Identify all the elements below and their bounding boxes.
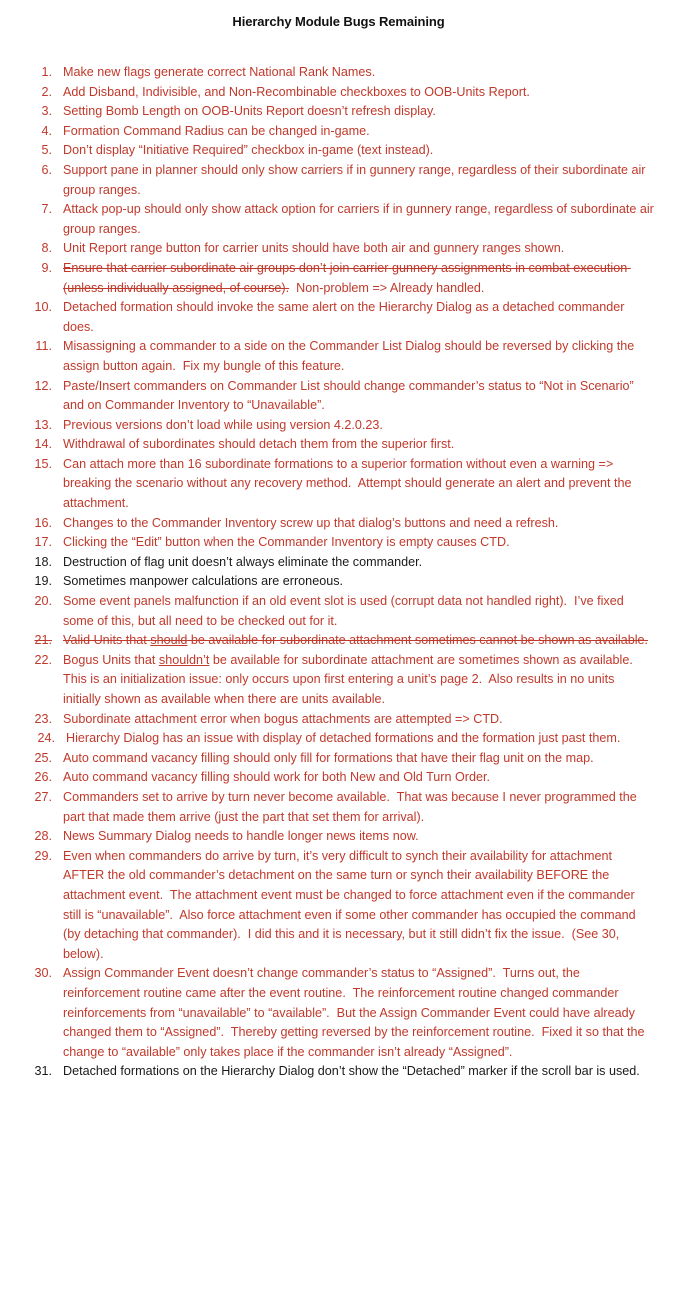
- list-item-text-segment: Bogus Units that: [63, 652, 159, 667]
- list-item-number: 18.: [34, 554, 52, 569]
- bug-list-item: [0, 514, 677, 534]
- list-item-text: Attack pop-up should only show attack option for carriers if in gunnery range, regardless of subordinate air group ranges.: [63, 202, 658, 236]
- bug-list-item: [0, 827, 677, 847]
- list-item-text: Support pane in planner should only show carriers if in gunnery range, regardless of their subordinate air group ranges.: [63, 162, 649, 197]
- bug-list-item: [0, 788, 677, 827]
- bug-list-item: [0, 161, 677, 200]
- bug-list-item: [0, 847, 677, 965]
- list-item-number: 23.: [34, 711, 52, 726]
- bug-list-item: [0, 200, 677, 239]
- list-item-number: 19.: [34, 574, 52, 589]
- list-item-text: Detached formation should invoke the same alert on the Hierarchy Dialog as a detached commander does.: [63, 300, 628, 334]
- list-item-number: 11.: [35, 339, 52, 354]
- list-item-text: Some event panels malfunction if an old event slot is used (corrupt data not handled right). I’ve fixed some of this, but all need to be checked out for it.: [63, 594, 628, 628]
- list-item-text: Formation Command Radius can be changed in-game.: [63, 123, 370, 138]
- list-item-number: 15.: [34, 456, 52, 471]
- list-item-text-segment: Valid Units that: [63, 633, 151, 648]
- list-item-number: 9.: [41, 260, 52, 275]
- bug-list-item: [0, 710, 677, 730]
- list-item-number: 22.: [34, 652, 52, 667]
- bug-list: [0, 29, 677, 1082]
- bug-list-item: [0, 239, 677, 259]
- list-item-text: Withdrawal of subordinates should detach them from the superior first.: [63, 437, 455, 452]
- list-item-number: 27.: [34, 789, 52, 804]
- list-item-number: 3.: [41, 104, 52, 119]
- list-item-text: Previous versions don’t load while using version 4.2.0.23.: [63, 417, 383, 432]
- page-title: Hierarchy Module Bugs Remaining: [232, 14, 445, 29]
- bug-list-item: [0, 337, 677, 376]
- bug-list-item: [0, 553, 677, 573]
- bug-list-item: [0, 455, 677, 514]
- list-item-text: Commanders set to arrive by turn never become available. That was because I never programmed the part that made them arrive (just the part that set them for arrival).: [63, 789, 641, 824]
- list-item-number: 4.: [41, 123, 52, 138]
- list-item-text-segment: be available for subordinate attachment sometimes cannot be shown as available.: [187, 633, 649, 648]
- list-item-number: 8.: [41, 241, 52, 256]
- list-item-text-segment: be available for subordinate attachment are sometimes shown as available. This is an initialization issue: only occurs upon first entering a unit’s page 2. Also results in no units initially shown as available when there are units available.: [63, 652, 640, 706]
- list-item-text: Changes to the Commander Inventory screw up that dialog’s buttons and need a refresh.: [63, 515, 559, 530]
- bug-list-item: [0, 298, 677, 337]
- bug-list-item: [0, 63, 677, 83]
- bug-list-item: [0, 964, 677, 1062]
- bug-list-item: [0, 416, 677, 436]
- list-item-text: Assign Commander Event doesn’t change commander’s status to “Assigned”. Turns out, the reinforcement routine came after the event routine. The reinforcement routine changed commander reinforcements from “unavailable” to “available”. But the Assign Commander Event could have already changed them to “Assigned”. Thereby getting reversed by the reinforcement routine. Fixed it so that the change to “available” only takes place if the commander isn’t already “Assigned”.: [63, 966, 648, 1059]
- list-item-number: 7.: [41, 202, 52, 217]
- list-item-text: Paste/Insert commanders on Commander List should change commander’s status to “Not in Scenario” and on Commander Inventory to “Unavailable”.: [63, 378, 638, 413]
- list-item-text: Auto command vacancy filling should work for both New and Old Turn Order.: [63, 770, 490, 785]
- list-item-text: Make new flags generate correct National Rank Names.: [63, 65, 376, 79]
- list-item-number: 1.: [41, 65, 52, 79]
- list-item-number: 29.: [34, 848, 52, 863]
- list-item-number: 21.: [34, 633, 52, 648]
- list-item-text-segment: Non-problem => Already handled.: [289, 280, 485, 295]
- list-item-number: 24.: [37, 731, 55, 746]
- list-item-number: 16.: [34, 515, 52, 530]
- list-item-text: News Summary Dialog needs to handle longer news items now.: [63, 829, 419, 844]
- list-item-number: 5.: [41, 143, 52, 158]
- list-item-number: 20.: [34, 594, 52, 609]
- list-item-text: Don’t display “Initiative Required” checkbox in-game (text instead).: [63, 143, 434, 158]
- bug-list-item: [0, 377, 677, 416]
- list-item-number: 30.: [34, 966, 52, 981]
- bug-list-item: [0, 122, 677, 142]
- bug-list-item: [0, 729, 677, 749]
- list-item-number: 17.: [34, 535, 52, 550]
- bug-list-item: [0, 83, 677, 103]
- list-item-text: Destruction of flag unit doesn’t always eliminate the commander.: [63, 554, 423, 569]
- list-item-number: 31.: [34, 1064, 52, 1079]
- list-item-text: Detached formations on the Hierarchy Dialog don’t show the “Detached” marker if the scroll bar is used.: [63, 1064, 640, 1079]
- bug-list-item: [0, 259, 677, 298]
- bug-list-item: [0, 141, 677, 161]
- list-item-text: Setting Bomb Length on OOB-Units Report doesn’t refresh display.: [63, 104, 436, 119]
- list-item-text-segment: Ensure that carrier subordinate air groups don’t join carrier gunnery assignments in combat execution (unless individually assigned, of course).: [63, 260, 631, 295]
- bug-list-item: [0, 768, 677, 788]
- list-item-number: 26.: [34, 770, 52, 785]
- list-item-text: Auto command vacancy filling should only fill for formations that have their flag unit on the map.: [63, 750, 594, 765]
- list-item-text: Hierarchy Dialog has an issue with display of detached formations and the formation just past them.: [66, 731, 621, 746]
- bug-list-item: [0, 631, 677, 651]
- list-item-text: Unit Report range button for carrier units should have both air and gunnery ranges shown.: [63, 241, 565, 256]
- bug-list-item: [0, 572, 677, 592]
- list-item-text: Sometimes manpower calculations are erroneous.: [63, 574, 343, 589]
- list-item-text-segment: should: [150, 633, 188, 648]
- list-item-number: 28.: [34, 829, 52, 844]
- list-item-text: Even when commanders do arrive by turn, it’s very difficult to synch their availability for attachment AFTER the old commander’s detachment on the same turn or synch their availability BEFORE the attachment event. The attachment event must be changed to force attachment even if the commander still is “unavailable”. Also force attachment even if some other commander has occupied the command (by detaching that commander). I did this and it is necessary, but it still didn’t fix the issue. (See 30, below).: [63, 848, 640, 961]
- list-item-number: 25.: [34, 750, 52, 765]
- list-item-number: 13.: [34, 417, 52, 432]
- list-item-number: 6.: [41, 162, 52, 177]
- bug-list-item: [0, 102, 677, 122]
- bug-list-item: [0, 651, 677, 710]
- bug-list-item: [0, 533, 677, 553]
- list-item-text: Subordinate attachment error when bogus attachments are attempted => CTD.: [63, 711, 503, 726]
- bug-list-item: [0, 592, 677, 631]
- list-item-text: Can attach more than 16 subordinate formations to a superior formation without even a warning => breaking the scenario without any recovery method. Attempt should generate an alert and prevent the attachment.: [63, 456, 635, 511]
- list-item-text: Add Disband, Indivisible, and Non-Recombinable checkboxes to OOB-Units Report.: [63, 84, 530, 99]
- list-item-text-segment: shouldn’t: [158, 652, 210, 667]
- bug-list-item: [0, 749, 677, 769]
- list-item-number: 12.: [34, 378, 52, 393]
- bug-list-item: [0, 435, 677, 455]
- list-item-number: 10.: [34, 300, 52, 315]
- list-item-number: 14.: [34, 437, 52, 452]
- list-item-number: 2.: [41, 84, 52, 99]
- bug-list-item: [0, 1062, 677, 1082]
- list-item-text: Misassigning a commander to a side on the Commander List Dialog should be reversed by clicking the assign button again. Fix my bungle of this feature.: [63, 339, 638, 373]
- list-item-text: Clicking the “Edit” button when the Commander Inventory is empty causes CTD.: [63, 535, 510, 550]
